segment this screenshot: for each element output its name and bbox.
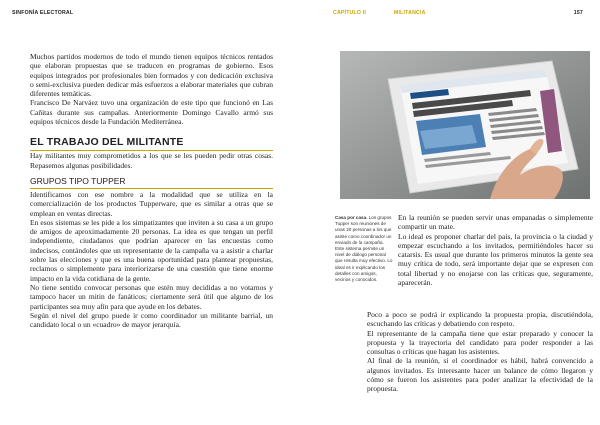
intro-paragraph: Muchos partidos modernos de todo el mundo tienen equipos técnicos rentados que elaboran propuestas que se traducen en programas de gobierno. Esos equipos integrados por profesionales bien formados y con dedicación exclusiva o semi-exclusiva pueden dedicar más esfuerzos a elaborar materiales que cubran diferentes temáticas.: [30, 52, 273, 99]
body-paragraph: El representante de la campaña tiene que estar preparado y conocer la propuesta y la trayectoria del candidato para poder responder a las consultas o críticas que hagan los asistentes.: [367, 328, 593, 357]
running-header-section: MILITANCIA: [394, 10, 426, 16]
body-paragraph: En esos sistemas se les pide a los simpatizantes que inviten a su casa a un grupo de amigos de aproximadamente 20 personas. La idea es que tengan un perfil independiente, ciudadanos que podrían aparecer en las encuestas como indecisos, contándoles que un representante de la campaña va a asistir a charlar sobre las elecciones y que es una buena oportunidad para plantear propuestas, reclamos o simplemente para interiorizarse de una cuestión que tiene enorme impacto en la vida cotidiana de la gente.: [30, 217, 273, 283]
tablet-illustration: [340, 51, 590, 199]
right-column-upper: [398, 213, 593, 287]
body-paragraph: Identificamos con ese nombre a la modalidad que se utiliza en la comercialización de los productos Tupperware, que es similar a otras que se emplean en ventas directas.: [30, 189, 273, 218]
subsection-heading: GRUPOS TIPO TUPPER: [30, 176, 273, 189]
running-header-chapter: CAPÍTULO II: [333, 10, 367, 16]
running-header-title: SINFONÍA ELECTORAL: [12, 10, 74, 16]
photo-caption: [335, 215, 393, 283]
body-paragraph: Lo ideal es proponer charlar del país, la provincia o la ciudad y empezar escuchando a los invitados, permitiéndoles hacer su catarsis. Es usual que durante los primeros minutos la gente sea muy crítica de todo, será importante dejar que se expresen con total libertad y no enojarse con las críticas que, seguramente, aparecerán.: [398, 231, 593, 288]
caption-lead: Casa por casa.: [335, 215, 368, 220]
right-column-lower: [367, 310, 593, 394]
right-page: [325, 0, 593, 425]
section-heading: EL TRABAJO DEL MILITANTE: [30, 136, 273, 151]
page-number: 157: [573, 10, 583, 16]
body-paragraph: No tiene sentido convocar personas que estén muy decididas a no votarnos y tampoco hacer un mitin de fanáticos; ciertamente será útil que alguno de los participantes sea muy afín para que ayude en los debates.: [30, 282, 273, 311]
body-paragraph: Al final de la reunión, si el coordinador es hábil, habrá convencido a algunos invitados. Es interesante hacer un balance de cómo llegaron y cómo se fueron los asistentes para poder analizar la efectividad de la propuesta.: [367, 356, 593, 394]
section-intro: Hay militantes muy comprometidos a los que se les pueden pedir otras cosas. Repasemos algunas posibilidades.: [30, 151, 273, 170]
left-page: [30, 52, 273, 329]
body-paragraph: Poco a poco se podrá ir explicando la propuesta propia, discutiéndola, escuchando las críticas y debatiendo con respeto.: [367, 310, 593, 329]
caption-text: Los grupos Tupper son reuniones de unas 20 personas a los que asiste como coordinador un enviado de la campaña. Este sistema permite un nivel de diálogo personal que resulta muy efectivo. Lo ideal es ir explicando los detalles con amigos, vecinos y conocidos.: [335, 215, 393, 283]
body-paragraph: Según el nivel del grupo puede ir como coordinador un militante barrial, un candidato local o un «cuadro» de mayor jerarquía.: [30, 310, 273, 330]
body-paragraph: En la reunión se pueden servir unas empanadas o simplemente compartir un mate.: [398, 213, 593, 232]
intro-paragraph: Francisco De Narváez tuvo una organización de este tipo que funcionó en Las Cañitas durante sus campañas. Anteriormente Domingo Cavallo armó sus equipos técnicos desde la Fundación Mediterránea.: [30, 98, 273, 127]
tablet-photo: [340, 51, 590, 199]
